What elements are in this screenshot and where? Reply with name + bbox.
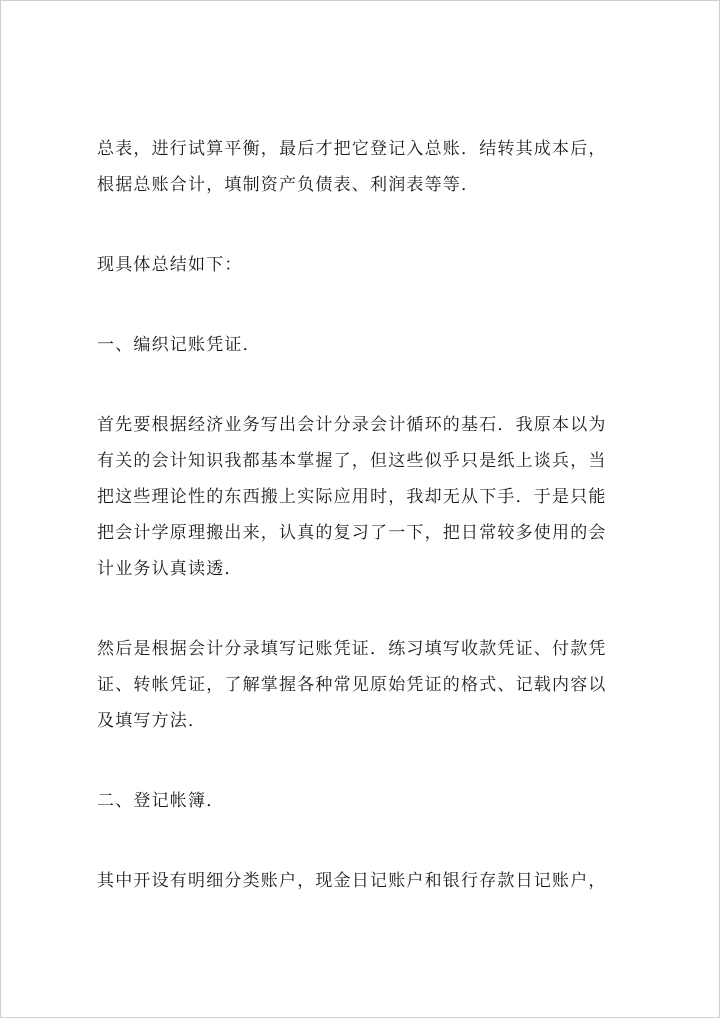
text-line: 总表，进行试算平衡，最后才把它登记入总账．结转其成本后，	[97, 139, 607, 159]
text-line: 计业务认真读透．	[97, 559, 243, 579]
paragraph-vouchers-practice	[97, 631, 637, 739]
section-heading-2	[97, 783, 637, 819]
heading-text: 一、编织记账凭证．	[97, 335, 261, 355]
document-body	[97, 131, 637, 899]
text-line: 其中开设有明细分类账户，现金日记账户和银行存款日记账户，	[97, 871, 607, 891]
paragraph-summary-intro	[97, 131, 637, 203]
paragraph-ledgers	[97, 863, 637, 899]
paragraph-vouchers-basics	[97, 407, 637, 587]
text-line: 及填写方法．	[97, 711, 207, 731]
text-line: 然后是根据会计分录填写记账凭证．练习填写收款凭证、付款凭	[97, 639, 607, 659]
section-heading-1	[97, 327, 637, 363]
text-line: 证、转帐凭证，了解掌握各种常见原始凭证的格式、记载内容以	[97, 675, 607, 695]
heading-text: 二、登记帐簿．	[97, 791, 225, 811]
text-line: 把会计学原理搬出来，认真的复习了一下，把日常较多使用的会	[97, 523, 607, 543]
paragraph-summary-lead	[97, 247, 637, 283]
text-line: 把这些理论性的东西搬上实际应用时，我却无从下手．于是只能	[97, 487, 607, 507]
text-line: 现具体总结如下：	[97, 255, 243, 275]
text-line: 根据总账合计，填制资产负债表、利润表等等．	[97, 175, 480, 195]
text-line: 首先要根据经济业务写出会计分录会计循环的基石．我原本以为	[97, 415, 607, 435]
text-line: 有关的会计知识我都基本掌握了，但这些似乎只是纸上谈兵，当	[97, 451, 607, 471]
